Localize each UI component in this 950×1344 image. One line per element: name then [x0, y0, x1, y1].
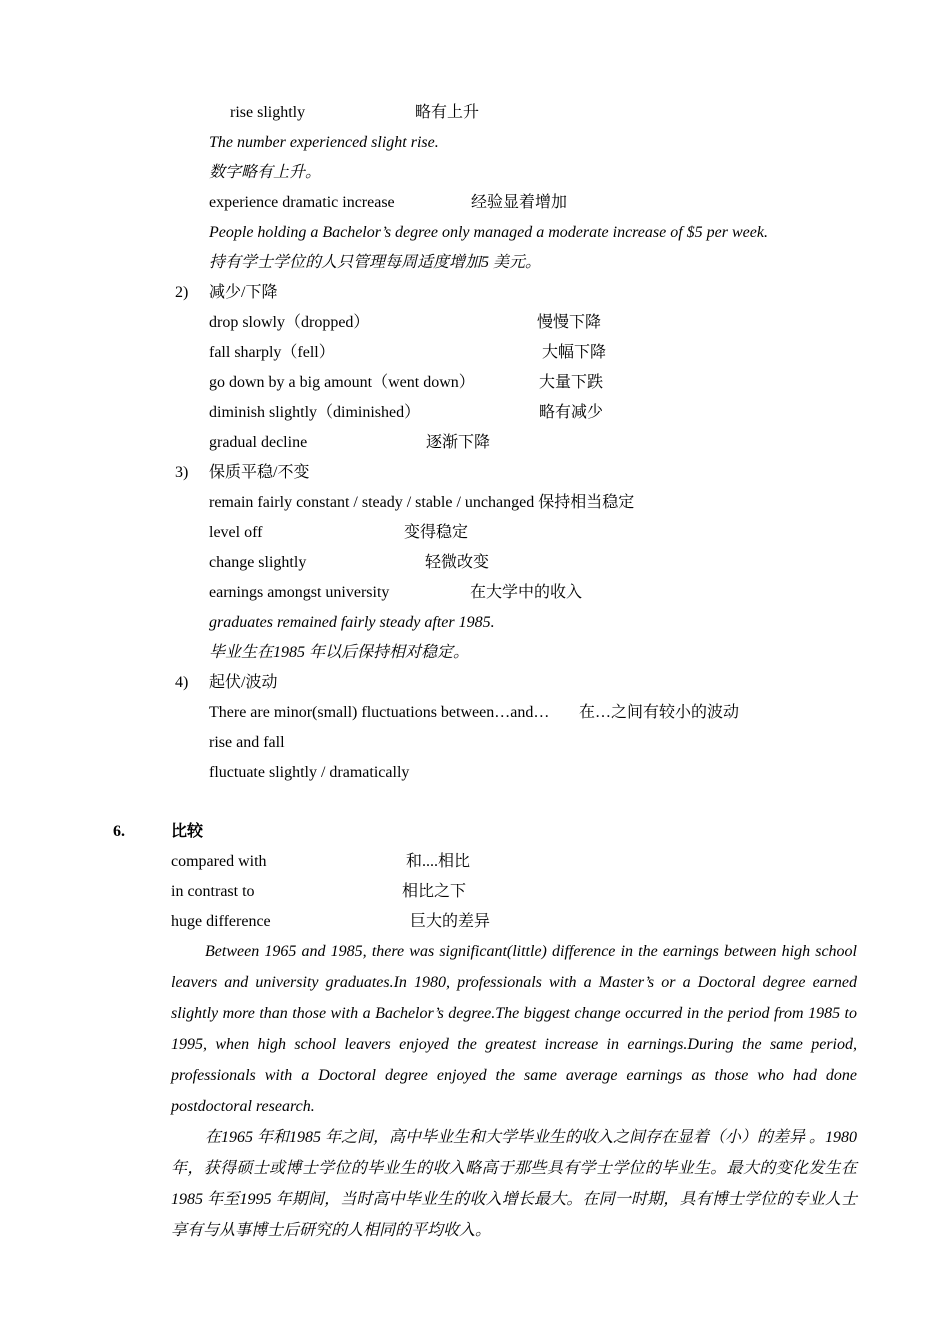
example-paragraph-en: Between 1965 and 1985, there was significant(little) difference in the earnings between high school leavers and university graduates.In 1980, professionals with a Master’s or a Doctoral degree earned slightly more than those with a Bachelor’s degree.The biggest change occurred in the period from 1985 to 1995, when high school leavers enjoyed the greatest increase in earnings.During the same period, professionals with a Doctoral degree enjoyed the same average earnings as those who had done postdoctoral research. [171, 943, 857, 1115]
example-en: People holding a Bachelor’s degree only managed a moderate increase of $5 per week. [209, 224, 768, 241]
term-zh: 大量下跌 [539, 374, 604, 391]
term-en: diminish slightly（diminished） [209, 404, 421, 421]
subheading-decrease: 减少/下降 [209, 284, 278, 301]
term-rise-and-fall: rise and fall [209, 734, 285, 751]
term-en: huge difference [171, 913, 271, 930]
example-zh: 数字略有上升。 [209, 164, 322, 181]
term-en: fall sharply（fell） [209, 344, 335, 361]
subheading-fluctuation: 起伏/波动 [209, 674, 278, 691]
term-zh: 逐渐下降 [426, 434, 491, 451]
section-heading-comparison: 比较 [171, 823, 204, 840]
term-zh: 慢慢下降 [537, 314, 602, 331]
term-zh: 相比之下 [402, 883, 467, 900]
term-dramatic-increase-zh: 经验显着增加 [471, 194, 568, 211]
term-zh: 轻微改变 [425, 554, 490, 571]
term-en: earnings amongst university [209, 584, 390, 601]
list-number: 3) [175, 464, 189, 481]
subheading-stable: 保质平稳/不变 [209, 464, 310, 481]
example-paragraph-zh: 在1965 年和1985 年之间，高中毕业生和大学毕业生的收入之间存在显着（小）的差异 。1980 年，获得硕士或博士学位的毕业生的收入略高于那些具有学士学位的毕业生。最大的变化发生在1985 年至1995 年期间，当时高中毕业生的收入增长最大。在同一时期，具有博士学位的专业人士享有与从事博士后研究的人相同的平均收入。 [171, 1129, 858, 1239]
list-number: 2) [175, 284, 189, 301]
example-zh: 毕业生在1985 年以后保持相对稳定。 [209, 644, 470, 661]
term-zh: 和....相比 [406, 853, 471, 870]
section-number: 6. [113, 823, 125, 840]
term-zh: 在…之间有较小的波动 [579, 704, 740, 721]
term-rise-slightly: rise slightly [230, 104, 306, 121]
term-zh: 略有减少 [539, 404, 604, 421]
term-en: level off [209, 524, 263, 541]
term-en: change slightly [209, 554, 307, 571]
term-remain-constant: remain fairly constant / steady / stable / unchanged 保持相当稳定 [209, 494, 635, 511]
term-en: compared with [171, 853, 267, 870]
term-en: drop slowly（dropped） [209, 314, 370, 331]
term-en: There are minor(small) fluctuations between…and… [209, 704, 550, 721]
term-zh: 巨大的差异 [410, 913, 491, 930]
list-number: 4) [175, 674, 189, 691]
term-rise-slightly-zh: 略有上升 [415, 104, 480, 121]
term-zh: 变得稳定 [404, 524, 469, 541]
term-en: go down by a big amount（went down） [209, 374, 475, 391]
term-fluctuate: fluctuate slightly / dramatically [209, 764, 410, 781]
example-en: graduates remained fairly steady after 1985. [209, 614, 495, 631]
term-en: gradual decline [209, 434, 308, 451]
term-zh: 大幅下降 [542, 344, 607, 361]
term-zh: 在大学中的收入 [470, 584, 583, 601]
example-en: The number experienced slight rise. [209, 134, 439, 151]
term-en: in contrast to [171, 883, 255, 900]
term-dramatic-increase: experience dramatic increase [209, 194, 395, 211]
example-zh: 持有学士学位的人只管理每周适度增加5 美元。 [209, 254, 542, 271]
